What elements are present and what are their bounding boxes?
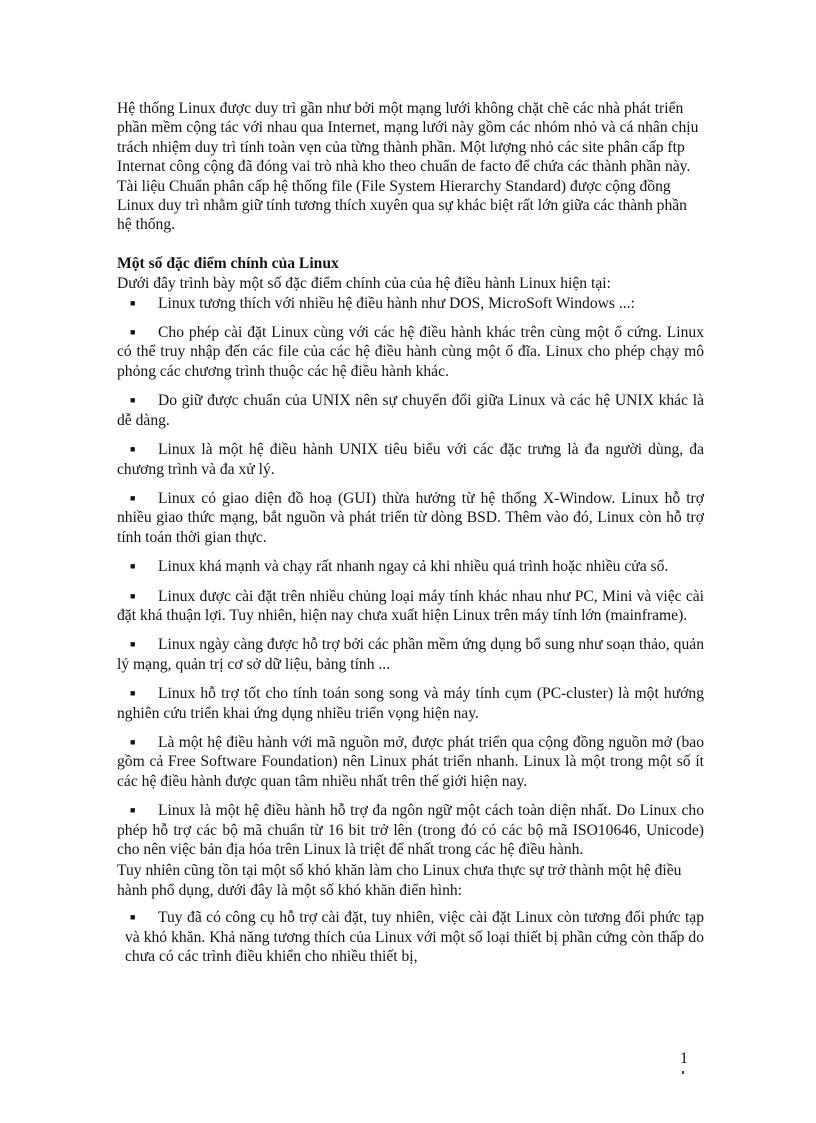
list-item: ■ Linux khá mạnh và chạy rất nhanh ngay cả khi nhiều quá trình hoặc nhiều cửa sổ.	[117, 557, 704, 576]
bullet-icon: ■	[130, 327, 136, 338]
bullet-icon: ■	[130, 444, 136, 455]
list-item: ■ Linux hỗ trợ tốt cho tính toán song song và máy tính cụm (PC-cluster) là một hướng nghiên cứu triển khai ứng dụng nhiều triển vọng hiện nay.	[117, 685, 704, 722]
page-number: 1	[680, 1050, 688, 1067]
features-list	[117, 294, 704, 860]
list-item: ■ Linux ngày càng được hỗ trợ bởi các phần mềm ứng dụng bổ sung như soạn thảo, quản lý mạng, quản trị cơ sở dữ liệu, bảng tính ...	[117, 636, 704, 673]
intro-paragraph: Hệ thống Linux được duy trì gần như bởi một mạng lưới không chặt chẽ các nhà phát triển phần mềm cộng tác với nhau qua Internet, mạng lưới này gồm các nhóm nhỏ và cá nhân chịu trách nhiệm duy trì tính toàn vẹn của từng thành phần. Một lượng nhỏ các site phân cấp ftp Internat công cộng đã đóng vai trò nhà kho theo chuẩn de facto để chứa các thành phần này. Tài liệu Chuẩn phân cấp hệ thống file (File System Hierarchy Standard) được cộng đồng Linux duy trì nhằm giữ tính tương thích xuyên qua sự khác biệt rất lớn giữa các thành phần hệ thống.	[117, 100, 699, 234]
list-item: ■ Cho phép cài đặt Linux cùng với các hệ điều hành khác trên cùng một ổ cứng. Linux có thể truy nhập đến các file của các hệ điều hành cùng một ổ đĩa. Linux cho phép chạy mô phỏng các chương trình thuộc các hệ điều hành khác.	[117, 324, 704, 380]
section-intro: Dưới đây trình bày một số đặc điểm chính của của hệ điều hành Linux hiện tại:	[117, 275, 611, 293]
bullet-icon: ■	[130, 912, 136, 923]
difficulties-list	[117, 908, 704, 966]
list-item: ■ Là một hệ điều hành với mã nguồn mở, được phát triển qua cộng đồng nguồn mở (bao gồm cả Free Software Foundation) nên Linux phát triển nhanh. Linux là một trong một số ít các hệ điều hành được quan tâm nhiều nhất trên thế giới hiện nay.	[117, 733, 704, 790]
list-item: ■ Linux được cài đặt trên nhiều chủng loại máy tính khác nhau như PC, Mini và việc cài đặt khá thuận lợi. Tuy nhiên, hiện nay chưa xuất hiện Linux trên máy tính lớn (mainframe).	[117, 587, 704, 624]
section-heading: Một số đặc điểm chính của Linux	[117, 254, 339, 272]
difficulties-intro: Tuy nhiên cũng tồn tại một số khó khăn làm cho Linux chưa thực sự trở thành một hệ điều hành phổ dụng, dưới đây là một số khó khăn điển hình:	[117, 862, 682, 899]
list-item: ■ Linux là một hệ điều hành hỗ trợ đa ngôn ngữ một cách toàn diện nhất. Do Linux cho phép hỗ trợ các bộ mã chuẩn từ 16 bit trở lên (trong đó có các bộ mã ISO10646, Unicode) cho nên việc bản địa hóa trên Linux là triệt để nhất trong các hệ điều hành.	[117, 802, 704, 858]
page-number-mark	[682, 1071, 684, 1074]
list-item: ■ Linux tương thích với nhiều hệ điều hành như DOS, MicroSoft Windows ...:	[117, 294, 704, 313]
bullet-icon: ■	[130, 297, 136, 308]
list-item: ■ Linux là một hệ điều hành UNIX tiêu biểu với các đặc trưng là đa người dùng, đa chương trình và đa xử lý.	[117, 441, 704, 478]
bullet-icon: ■	[130, 639, 136, 650]
page-content	[117, 99, 704, 976]
bullet-icon: ■	[130, 492, 136, 503]
bullet-icon: ■	[130, 561, 136, 572]
list-item: ■ Linux có giao diện đồ hoạ (GUI) thừa hưởng từ hệ thống X-Window. Linux hỗ trợ nhiều giao thức mạng, bắt nguồn và phát triển từ dòng BSD. Thêm vào đó, Linux còn hỗ trợ tính toán thời gian thực.	[117, 489, 704, 546]
bullet-icon: ■	[130, 590, 136, 601]
bullet-icon: ■	[130, 736, 136, 747]
bullet-icon: ■	[130, 805, 136, 816]
list-item: ■ Do giữ được chuẩn của UNIX nên sự chuyển đổi giữa Linux và các hệ UNIX khác là dễ dàng.	[117, 392, 704, 429]
list-item: ■ Tuy đã có công cụ hỗ trợ cài đặt, tuy nhiên, việc cài đặt Linux còn tương đối phức tạp và khó khăn. Khả năng tương thích của Linux với một số loại thiết bị phần cứng còn thấp do chưa có các trình điều khiển cho nhiều thiết bị,	[125, 909, 704, 966]
bullet-icon: ■	[130, 688, 136, 699]
bullet-icon: ■	[130, 395, 136, 406]
